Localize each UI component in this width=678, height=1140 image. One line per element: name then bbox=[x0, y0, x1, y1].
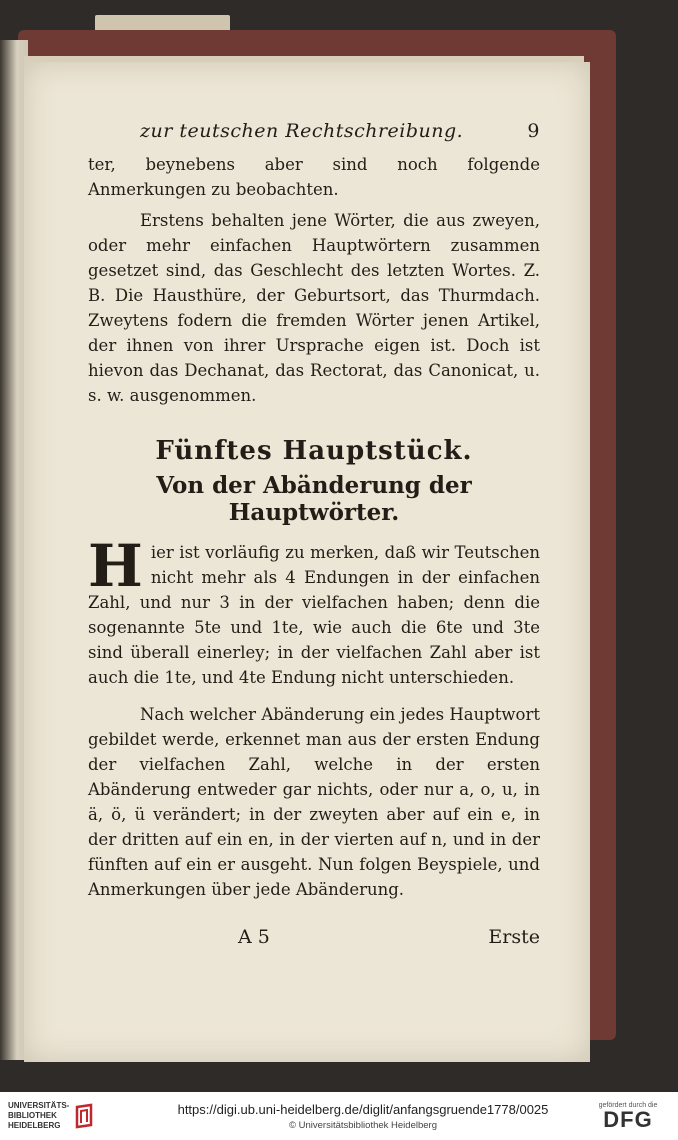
paragraph: Erstens behalten jene Wörter, die aus zweyen, oder mehr einfachen Hauptwörtern zusammen gesetzet sind, das Geschlecht des letzten Wortes. Z. B. Die Hausthüre, der Geburtsort, das Thurmdach. Zweytens fodern die fremden Wörter jenen Artikel, der ihnen von ihrer Ursprache eigen ist. Doch ist hievon das Dechanat, das Rectorat, das Canonicat, u. s. w. ausgenommen. bbox=[88, 211, 540, 405]
catchword: Erste bbox=[488, 926, 540, 948]
signature-mark: A 5 bbox=[238, 926, 270, 948]
paragraph: Nach welcher Abänderung ein jedes Hauptwort gebildet werde, erkennet man aus der ersten Endung der vielfachen Zahl, welche in der ersten Abänderung entweder gar nichts, oder nur a, o, u, in ä, ö, ü verändert; in der zweyten aber auf ein e, in der dritten auf ein en, in der vierten auf n, und in der fünften auf ein er ausgeht. Nun folgen Beyspiele, und Anmerkungen über jede Abänderung. bbox=[88, 705, 540, 899]
citation-block bbox=[148, 1102, 578, 1131]
page-text bbox=[88, 120, 540, 948]
library-logo-text: UNIVERSITÄTS- BIBLIOTHEK HEIDELBERG bbox=[8, 1101, 70, 1130]
running-head-title: zur teutschen Rechtschreibung. bbox=[140, 120, 464, 142]
paragraph: ter, beynebens aber sind noch folgende Anmerkungen zu beobachten. bbox=[88, 155, 540, 199]
viewer-footer bbox=[0, 1092, 678, 1140]
chapter-heading: Fünftes Hauptstück. bbox=[155, 436, 473, 466]
copyright-text: © Universitätsbibliothek Heidelberg bbox=[289, 1119, 437, 1131]
chapter-subheading: Von der Abänderung der Hauptwörter. bbox=[156, 472, 472, 526]
drop-cap: H bbox=[88, 532, 143, 600]
library-logo[interactable] bbox=[0, 1101, 148, 1131]
dfg-logo bbox=[578, 1102, 678, 1131]
paragraph bbox=[88, 532, 540, 690]
paragraph-text: ier ist vorläufig zu merken, daß wir Teutschen nicht mehr als 4 Endungen in der einfachen Zahl, und nur 3 in der vielfachen haben; denn die sogenannte 5te und 1te, wie auch die 6te und 3te sind überall einerley; in der vielfachen Zahl aber ist auch die 1te, und 4te Endung nicht unterschieden. bbox=[88, 543, 540, 687]
permalink-url[interactable]: https://digi.ub.uni-heidelberg.de/diglit/anfangsgruende1778/0025 bbox=[177, 1101, 549, 1117]
page-footer bbox=[88, 926, 540, 948]
dfg-logo-text: DFG bbox=[603, 1106, 653, 1132]
running-head bbox=[140, 120, 540, 142]
page-number: 9 bbox=[527, 120, 540, 142]
dfg-note: gefördert durch die bbox=[598, 1101, 658, 1109]
library-logo-icon bbox=[73, 1103, 95, 1129]
